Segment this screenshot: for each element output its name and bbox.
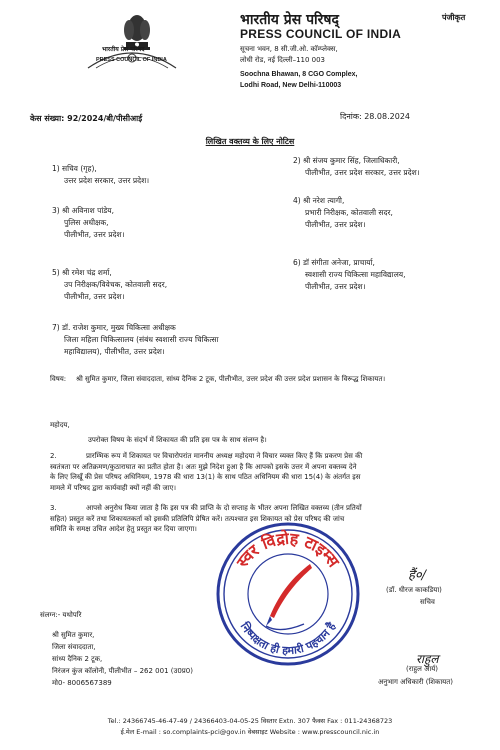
addressee-7: 7) डॉ. राजेश कुमार, मुख्य चिकित्सा अधीक्षक जिला महिला चिकित्सालय (संबंध स्वशासी राज्य चिकित्सा महाविद्यालय), पीलीभीत, उत्तर प्रदेश। [52,323,219,356]
footer-contact [0,716,500,738]
seal-english-text: PRESS COUNCIL OF INDIA [96,57,167,63]
org-hindi-name: भारतीय प्रेस परिषद् [240,12,339,28]
subject-label: विषय: [50,375,67,383]
english-address-line: Soochna Bhawan, 8 CGO Complex, [240,71,358,78]
quill-pen-icon [266,564,312,630]
notice-title: लिखित वक्तव्य के लिए नोटिस [205,137,295,146]
officer-title: अनुभाग अधिकारी (शिकायत) [378,678,453,686]
addressee-1: 1) सचिव (गृह), उत्तर प्रदेश सरकार, उत्तर प्रदेश। [52,164,150,185]
addressee-2: 2) श्री संजय कुमार सिंह, जिलाधिकारी, पीलीभीत, उत्तर प्रदेश सरकार, उत्तर प्रदेश। [293,156,420,177]
secretary-signature: हैं०/ [408,568,427,583]
officer-name: (राहुल आर्य) [406,665,439,673]
addressee-4: 4) श्री नरेश त्यागी, प्रभारी निरीक्षक, कोतवाली सदर, पीलीभीत, उत्तर प्रदेश। [293,196,393,229]
subject-text: श्री सुमित कुमार, जिला संवाददाता, सांध्य दैनिक 2 टूक, पीलीभीत, उत्तर प्रदेश की उत्तर प्रदेश प्रशासन के विरूद्ध शिकायत। [76,375,386,383]
footer-phone-line: Tel.: 24366745-46-47-49 / 24366403-04-05-25 विस्तार Extn. 307 फैक्स Fax : 011-24368723 [107,717,393,725]
secretary-title: सचिव [420,598,435,606]
addressee-6: 6) डॉ संगीता अनेजा, प्राचार्या, स्वशासी राज्य चिकित्सा महाविद्यालय, पीलीभीत, उत्तर प्रदेश। [293,258,406,291]
seal-hindi-text: भारतीय प्रेस परिषद [102,46,145,53]
case-number: केस संख्या: 92/2024/बी/पीसीआई [30,114,143,123]
addressee-3: 3) श्री अविनाश पांडेय, पुलिस अधीक्षक, पीलीभीत, उत्तर प्रदेश। [52,206,125,239]
complainant-line: सांध्य दैनिक 2 टूक, [52,655,103,663]
english-address-line: Lodhi Road, New Delhi-110003 [240,82,342,89]
registered-label: पंजीकृत [442,13,466,22]
addressee-5: 5) श्री रमेश चंद्र शर्मा, उप निरीक्षक/विवेचक, कोतवाली सदर, पीलीभीत, उत्तर प्रदेश। [52,268,168,301]
paragraph-3: 3. आपसे अनुरोध किया जाता है कि इस पत्र की प्राप्ति के दो सप्ताह के भीतर अपना लिखित वक्तव्य (तीन प्रतियों सहित) प्रस्तुत करें तथा शिकायतकर्ता को इसकी प्रतिलिपि प्रेषित करें। तत्पश्चात इस शिकायत को प्रेस परिषद की जांच समिति के समक्ष उचित आदेश हेतु प्रस्तुत कर दिया जाएगा। [50,504,362,533]
paragraph-2: 2. प्रारम्भिक रूप में शिकायत पर विचारोपरांत माननीय अध्यक्ष महोदया ने विचार व्यक्त किए हैं कि प्रकरण प्रेस की स्वतंत्रता पर अतिक्रमण/कुठाराघात का प्रतीत होता है। अतः मुझे निदेश हुआ है कि आपको इसके उत्तर में अपना वक्तव्य देने के लिए लिखूँ की प्रेस परिषद अधिनियम, 1978 की धारा 13(1) के साथ पठित अधिनियम की धारा 15(4) के अंतर्गत इस मामले में परिषद द्वारा कार्यवाही क्यों नहीं की जाए। [50,452,363,492]
hindi-address-line: लोधी रोड, नई दिल्ली–110 003 [240,56,326,64]
complainant-line: जिला संवाददाता, [52,643,96,651]
stamp-top-text: स्वर विद्रोह टाइम्स [232,528,344,571]
svg-text:निष्पक्षता ही हमारी पहचान है [237,619,339,658]
subject-block [50,374,470,385]
secretary-name: (डॉ. धीरज काकडिया) [386,586,442,594]
hindi-address-line: सूचना भवन, 8 सी.जी.ओ. कॉम्प्लेक्स, [240,45,338,53]
officer-signature: राहुल [416,652,439,666]
stamp-bottom-text: निष्पक्षता ही हमारी पहचान है [237,620,339,658]
complainant-line: निरंजन कुंज कॉलोनी, पीलीभीत – 262 001 (उ0प्र0) [52,667,193,675]
enclosure-note: संलग्न:- यथोपरि [40,611,82,619]
newspaper-stamp [214,520,362,668]
salutation: महोदय, [50,421,70,429]
org-english-name: PRESS COUNCIL OF INDIA [240,27,402,41]
paragraph-1: उपरोक्त विषय के संदर्भ में शिकायत की प्रति इस पत्र के साथ संलग्न है। [88,436,267,444]
complainant-phone: मो0- 8006567389 [52,679,112,687]
complainant-line: श्री सुमित कुमार, [52,631,95,639]
footer-email-line: ई.मेल E-mail : so.complaints-pci@gov.in वेबसाइट Website : www.presscouncil.nic.in [120,728,380,736]
letter-date: दिनांक: 28.08.2024 [340,112,411,121]
